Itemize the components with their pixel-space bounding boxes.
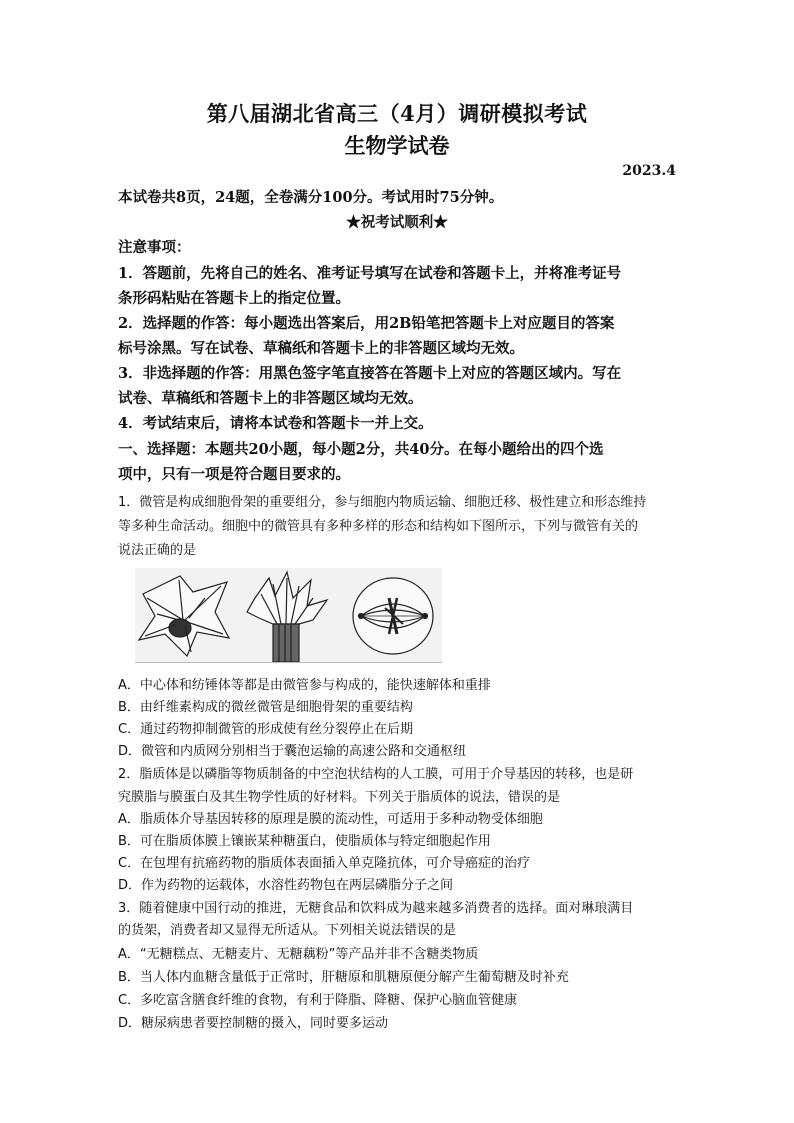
q1-option-d: D．微管和内质网分别相当于囊泡运输的高速公路和交通枢纽 [118, 744, 467, 759]
q1-stem: 等多种生命活动。细胞中的微管具有多种多样的形态和结构如下图所示，下列与微管有关的 [118, 519, 639, 534]
section-heading: 项中，只有一项是符合题目要求的。 [118, 466, 350, 483]
q3-option-b: B．当人体内血糖含量低于正常时，肝糖原和肌糖原便分解产生葡萄糖及时补充 [118, 970, 569, 985]
q1-stem: 1．微管是构成细胞骨架的重要组分，参与细胞内物质运输、细胞迁移、极性建立和形态维持 [118, 495, 647, 510]
exam-date: 2023.4 [622, 163, 676, 179]
notice-line: 标号涂黑。写在试卷、草稿纸和答题卡上的非答题区域均无效。 [118, 340, 524, 357]
q1-option-a: A．中心体和纺锤体等都是由微管参与构成的，能快速解体和重排 [118, 678, 491, 693]
q1-option-c: C．通过药物抑制微管的形成使有丝分裂停止在后期 [118, 722, 414, 737]
notice-line: 试卷、草稿纸和答题卡上的非答题区域均无效。 [118, 390, 423, 407]
q3-stem: 3．随着健康中国行动的推进，无糖食品和饮料成为越来越多消费者的选择。面对琳琅满目 [118, 901, 634, 916]
q2-option-c: C．在包埋有抗癌药物的脂质体表面插入单克隆抗体，可介导癌症的治疗 [118, 856, 531, 871]
q2-option-d: D．作为药物的运载体，水溶性药物包在两层磷脂分子之间 [118, 878, 454, 893]
q3-stem: 的货架，消费者却又显得无所适从。下列相关说法错误的是 [118, 923, 457, 938]
q2-option-b: B．可在脂质体膜上镶嵌某种糖蛋白，使脂质体与特定细胞起作用 [118, 834, 491, 849]
q1-stem: 说法正确的是 [118, 543, 197, 558]
notice-heading: 注意事项： [118, 239, 191, 256]
exam-title: 第八届湖北省高三（4月）调研模拟考试 [206, 101, 588, 126]
q2-stem: 究膜脂与膜蛋白及其生物学性质的好材料。下列关于脂质体的说法，错误的是 [118, 790, 561, 805]
q3-option-c: C．多吃富含膳食纤维的食物，有利于降脂、降糖、保护心脑血管健康 [118, 993, 518, 1008]
q3-option-d: D．糖尿病患者要控制糖的摄入，同时要多运动 [118, 1016, 389, 1031]
notice-line: 1．答题前，先将自己的姓名、准考证号填写在试卷和答题卡上，并将准考证号 [118, 265, 622, 282]
wish-line: ★祝考试顺利★ [346, 214, 448, 231]
q1-option-b: B．由纤维素构成的微丝微管是细胞骨架的重要结构 [118, 700, 413, 715]
notice-line: 4．考试结束后，请将本试卷和答题卡一并上交。 [118, 415, 433, 432]
exam-subtitle: 生物学试卷 [344, 133, 450, 158]
star-cell-drawing [139, 576, 229, 656]
exam-intro: 本试卷共8页，24题，全卷满分100分。考试用时75分钟。 [118, 189, 504, 206]
q2-stem: 2．脂质体是以磷脂等物质制备的中空泡状结构的人工膜，可用于介导基因的转移，也是研 [118, 767, 634, 782]
notice-line: 2．选择题的作答：每小题选出答案后，用2B铅笔把答题卡上对应题目的答案 [118, 315, 615, 332]
q3-option-a: A．“无糖糕点、无糖麦片、无糖藕粉”等产品并非不含糖类物质 [118, 947, 479, 962]
microtubule-illustration [135, 568, 442, 662]
q2-option-a: A．脂质体介导基因转移的原理是膜的流动性，可适用于多种动物受体细胞 [118, 812, 543, 827]
notice-line: 条形码粘贴在答题卡上的指定位置。 [118, 290, 350, 307]
notice-line: 3．非选择题的作答：用黑色签字笔直接答在答题卡上对应的答题区域内。写在 [118, 365, 622, 382]
cilia-cell-drawing [247, 572, 327, 662]
spindle-cell-drawing [353, 578, 433, 654]
section-heading: 一、选择题：本题共20小题，每小题2分，共40分。在每小题给出的四个选 [118, 441, 604, 458]
microtubule-figure [135, 568, 442, 663]
